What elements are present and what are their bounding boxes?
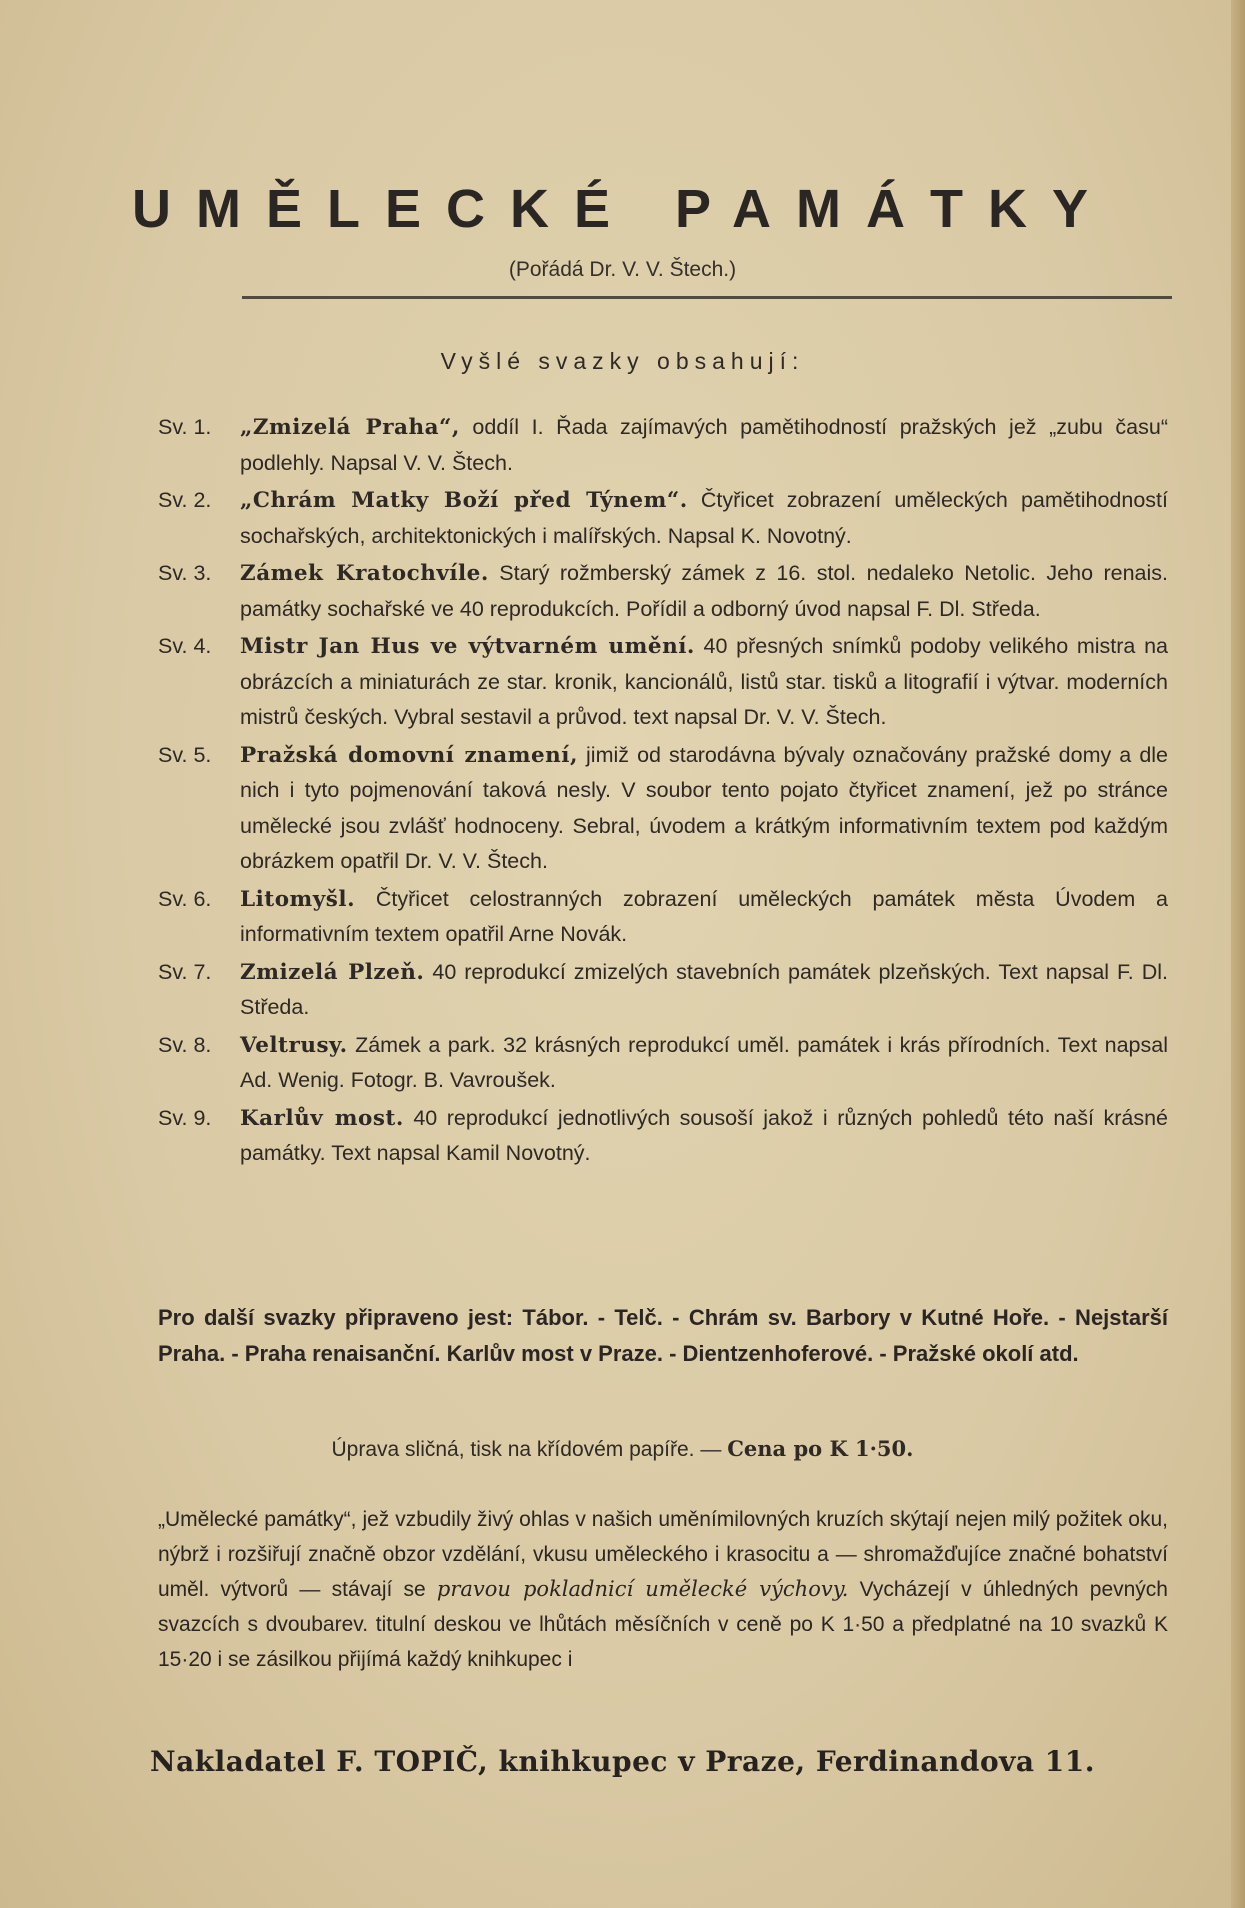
volume-title: Veltrusy.: [240, 1032, 348, 1058]
series-editor: (Pořádá Dr. V. V. Štech.): [508, 258, 737, 281]
volume-entry: [158, 738, 1168, 880]
volume-title: Zámek Kratochvíle.: [240, 561, 489, 586]
volume-description: [240, 1101, 1168, 1172]
volume-text: Čtyřicet celostranných zobrazení uměleckých památek města Úvodem a informativním textem opatřil Arne Novák.: [240, 886, 1168, 946]
volume-number: Sv. 7.: [158, 959, 212, 984]
volume-description: [240, 882, 1168, 953]
volume-number: Sv. 1.: [158, 415, 212, 439]
volume-text: 40 přesných snímků podoby velikého mistra na obrázcích a miniaturách ze star. kronik, kancionálů, listů star. tisků a litografií i výtvar. moderních mistrů českých. Vybral sestavil a průvod. text napsal Dr. V. V. Štech.: [240, 634, 1168, 729]
volume-text: 40 reprodukcí zmizelých stavebních památek plzeňských. Text napsal F. Dl. Středa.: [240, 959, 1168, 1019]
volume-title: „Zmizelá Praha“,: [240, 415, 460, 440]
volume-title: „Chrám Matky Boží před Týnem“.: [240, 488, 688, 513]
volume-title: Karlův most.: [240, 1105, 404, 1131]
volume-number: Sv. 3.: [158, 561, 212, 585]
volume-text: jimiž od starodávna bývaly označovány pražské domy a dle nich i tyto pojmenování taková nesly. V soubor tento pojato čtyřicet znamení, jež po stránce umělecké jsou zvlášť hodnoceny. Sebral, úvodem a krátkým informativním textem pod každým obrázkem opatřil Dr. V. V. Štech.: [240, 742, 1169, 873]
volume-list: [158, 410, 1168, 1174]
volume-description: [240, 955, 1168, 1026]
price-description: Úprava sličná, tisk na křídovém papíře. —: [331, 1438, 728, 1461]
volume-text: Starý rožmberský zámek z 16. stol. nedaleko Netolic. Jeho renais. památky sochařské ve 40 reprodukcích. Pořídil a odborný úvod napsal F. Dl. Středa.: [240, 561, 1168, 621]
blurb-italic: pravou pokladnicí umělecké výchovy.: [436, 1577, 849, 1601]
volume-title: Mistr Jan Hus ve výtvarném umění.: [240, 634, 695, 659]
divider-rule: [242, 296, 1172, 299]
volume-description: [240, 1028, 1168, 1099]
volume-entry: [158, 410, 1168, 481]
volume-title: Zmizelá Plzeň.: [240, 959, 425, 985]
volume-description: [240, 629, 1168, 736]
series-title: UMĚLECKÉ PAMÁTKY: [131, 179, 1113, 239]
volume-number: Sv. 6.: [158, 886, 212, 911]
volumes-heading: Vyšlé svazky obsahují:: [440, 348, 805, 374]
volume-text: Čtyřicet zobrazení uměleckých pamětihodností sochařských, architektonických i malířských. Napsal K. Novotný.: [240, 488, 1168, 548]
volume-number: Sv. 5.: [158, 742, 212, 767]
price-value: Cena po K 1·50.: [727, 1436, 914, 1461]
volume-entry: [158, 955, 1168, 1026]
volume-number: Sv. 9.: [158, 1105, 212, 1130]
publisher-line: Nakladatel F. TOPIČ, knihkupec v Praze, Ferdinandova 11.: [150, 1745, 1095, 1778]
upcoming-volumes: Pro další svazky připraveno jest: Tábor. - Telč. - Chrám sv. Barbory v Kutné Hoře. - Nejstarší Praha. - Praha renaisanční. Karlův most v Praze. - Dientzenhoferové. - Pražské okolí atd.: [158, 1305, 1168, 1366]
blurb-text-2: Vycházejí v úhledných pevných svazcích s dvoubarev. titulní deskou ve lhůtách měsíčních v ceně po K 1·50 a předplatné na 10 svazků K 15·20 i se zásilkou přijímá každý knihkupec i: [158, 1578, 1168, 1671]
volume-entry: [158, 483, 1168, 554]
volume-description: [240, 556, 1168, 627]
volume-entry: [158, 1101, 1168, 1172]
volume-entry: [158, 556, 1168, 627]
page-edge: [1231, 0, 1245, 1908]
volume-title: Litomyšl.: [240, 886, 356, 912]
volume-number: Sv. 8.: [158, 1032, 212, 1057]
volume-text: 40 reprodukcí jednotlivých sousoší jakož i různých pohledů této naší krásné památky. Text napsal Kamil Novotný.: [240, 1105, 1168, 1165]
volume-number: Sv. 4.: [158, 634, 212, 658]
volume-entry: [158, 1028, 1168, 1099]
volume-description: [240, 738, 1168, 880]
volume-text: Zámek a park. 32 krásných reprodukcí uměl. památek i krás přírodních. Text napsal Ad. Wenig. Fotogr. B. Vavroušek.: [240, 1032, 1168, 1092]
volume-entry: [158, 629, 1168, 736]
volume-title: Pražská domovní znamení,: [240, 742, 578, 768]
series-blurb: [158, 1502, 1168, 1677]
volume-entry: [158, 882, 1168, 953]
blurb-text-1: „Umělecké památky“, jež vzbudily živý ohlas v našich uměnímilovných kruzích skýtají nejen milý požitek oku, nýbrž i rozšiřují značně obzor vzdělání, vkusu uměleckého i krasocitu a — shromažďujíce značné bohatství uměl. výtvorů — stávají se: [158, 1508, 1168, 1601]
price-line: [0, 1436, 1245, 1462]
volume-text: oddíl I. Řada zajímavých pamětihodností pražských jež „zubu času“ podlehly. Napsal V. V. Štech.: [240, 415, 1168, 475]
volume-number: Sv. 2.: [158, 488, 212, 512]
volume-description: [240, 410, 1168, 481]
volume-description: [240, 483, 1168, 554]
